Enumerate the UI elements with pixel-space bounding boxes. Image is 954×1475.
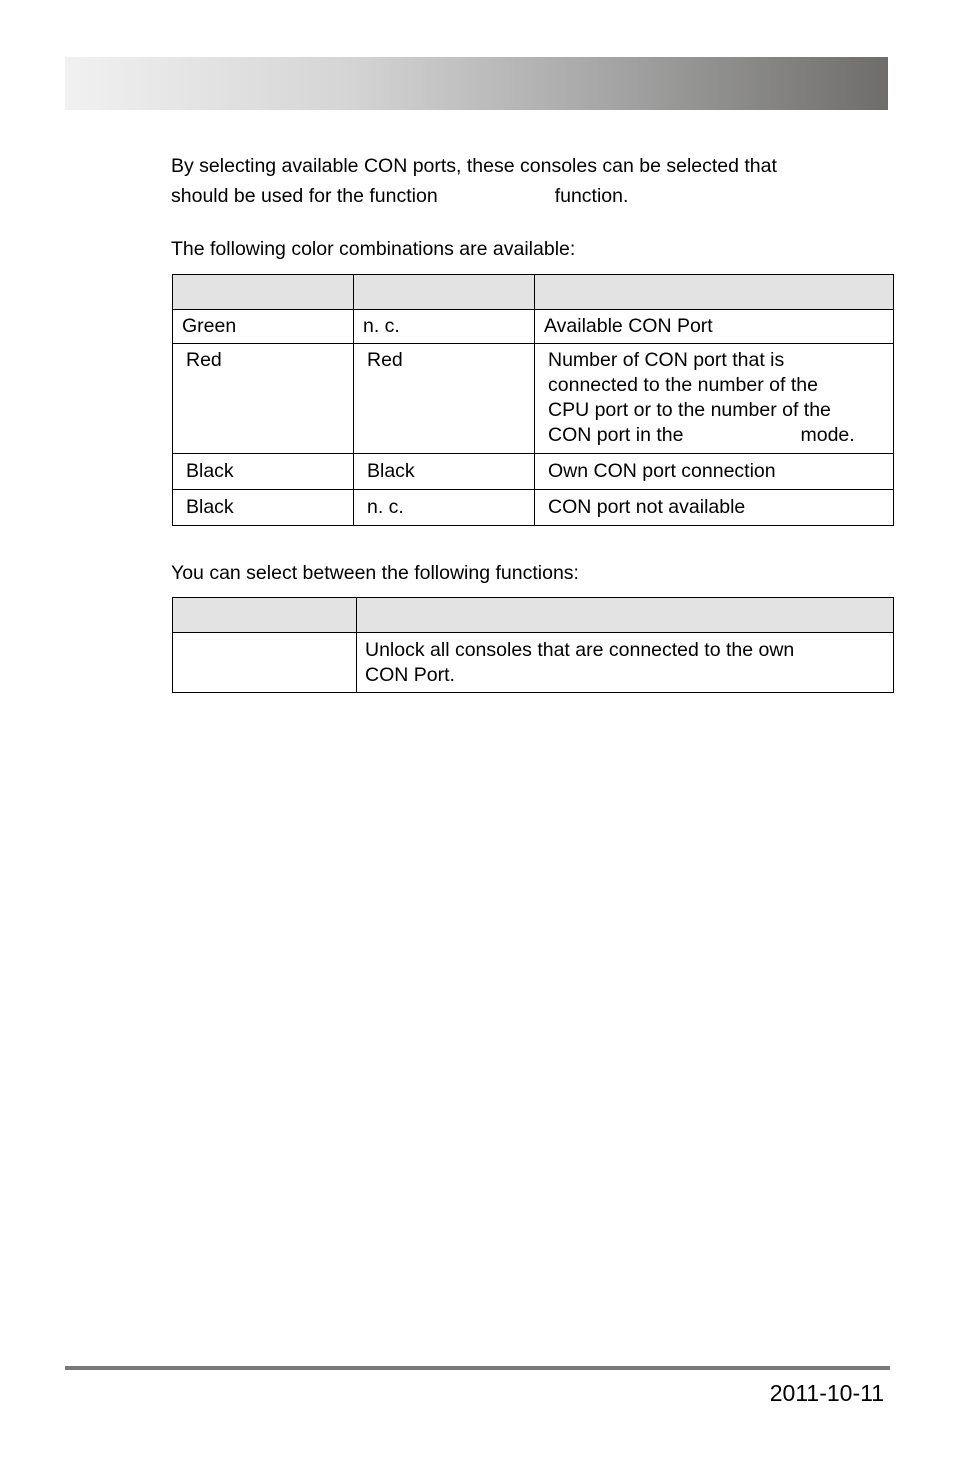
table-cell-color: n. c. [354, 490, 535, 526]
table-cell-description [535, 344, 894, 454]
header-cell [354, 275, 535, 310]
footer-rule [65, 1366, 890, 1370]
header-cell [173, 275, 354, 310]
footer-date: 2011-10-11 [769, 1380, 884, 1406]
table-cell-color: Green [173, 310, 354, 344]
description-line: Own CON port connection [548, 460, 776, 482]
header-band [65, 57, 888, 110]
description-fragment: mode. [800, 424, 855, 446]
description-line: connected to the number of the [548, 374, 818, 396]
description-line: Available CON Port [544, 315, 713, 337]
description-line: CON Port. [365, 664, 455, 686]
table-cell-description [535, 310, 894, 344]
table-cell-color: Red [173, 344, 354, 454]
intro-paragraph-line-2 [171, 181, 628, 211]
table-cell-function [173, 633, 357, 693]
color-combinations-intro: The following color combinations are available: [171, 238, 576, 260]
table-row [173, 490, 894, 526]
table-row [173, 633, 894, 693]
header-cell [357, 598, 894, 633]
header-cell [173, 598, 357, 633]
table-row [173, 454, 894, 490]
description-line: CON port not available [548, 496, 746, 518]
intro-line-2-start: should be used for the function [171, 185, 438, 207]
description-line: Unlock all consoles that are connected to the own [365, 639, 795, 661]
functions-intro: You can select between the following functions: [171, 562, 579, 584]
description-fragment: CON port in the [548, 424, 684, 446]
table-cell-description [535, 490, 894, 526]
table-cell-color: n. c. [354, 310, 535, 344]
table-cell-description [357, 633, 894, 693]
table-cell-color: Black [173, 454, 354, 490]
table-row [173, 310, 894, 344]
table-header-row [173, 275, 894, 310]
table-header-row [173, 598, 894, 633]
description-line: CPU port or to the number of the [548, 399, 831, 421]
table-cell-color: Black [173, 490, 354, 526]
table-row [173, 344, 894, 454]
table-cell-description [535, 454, 894, 490]
table-cell-color: Black [354, 454, 535, 490]
table-cell-color: Red [354, 344, 535, 454]
description-line: Number of CON port that is [548, 349, 785, 371]
functions-table [172, 597, 894, 693]
color-combinations-table [172, 274, 894, 526]
description-line [548, 423, 893, 448]
header-cell [535, 275, 894, 310]
intro-paragraph-line-1: By selecting available CON ports, these consoles can be selected that [171, 155, 777, 177]
intro-line-2-end: function. [554, 185, 629, 207]
